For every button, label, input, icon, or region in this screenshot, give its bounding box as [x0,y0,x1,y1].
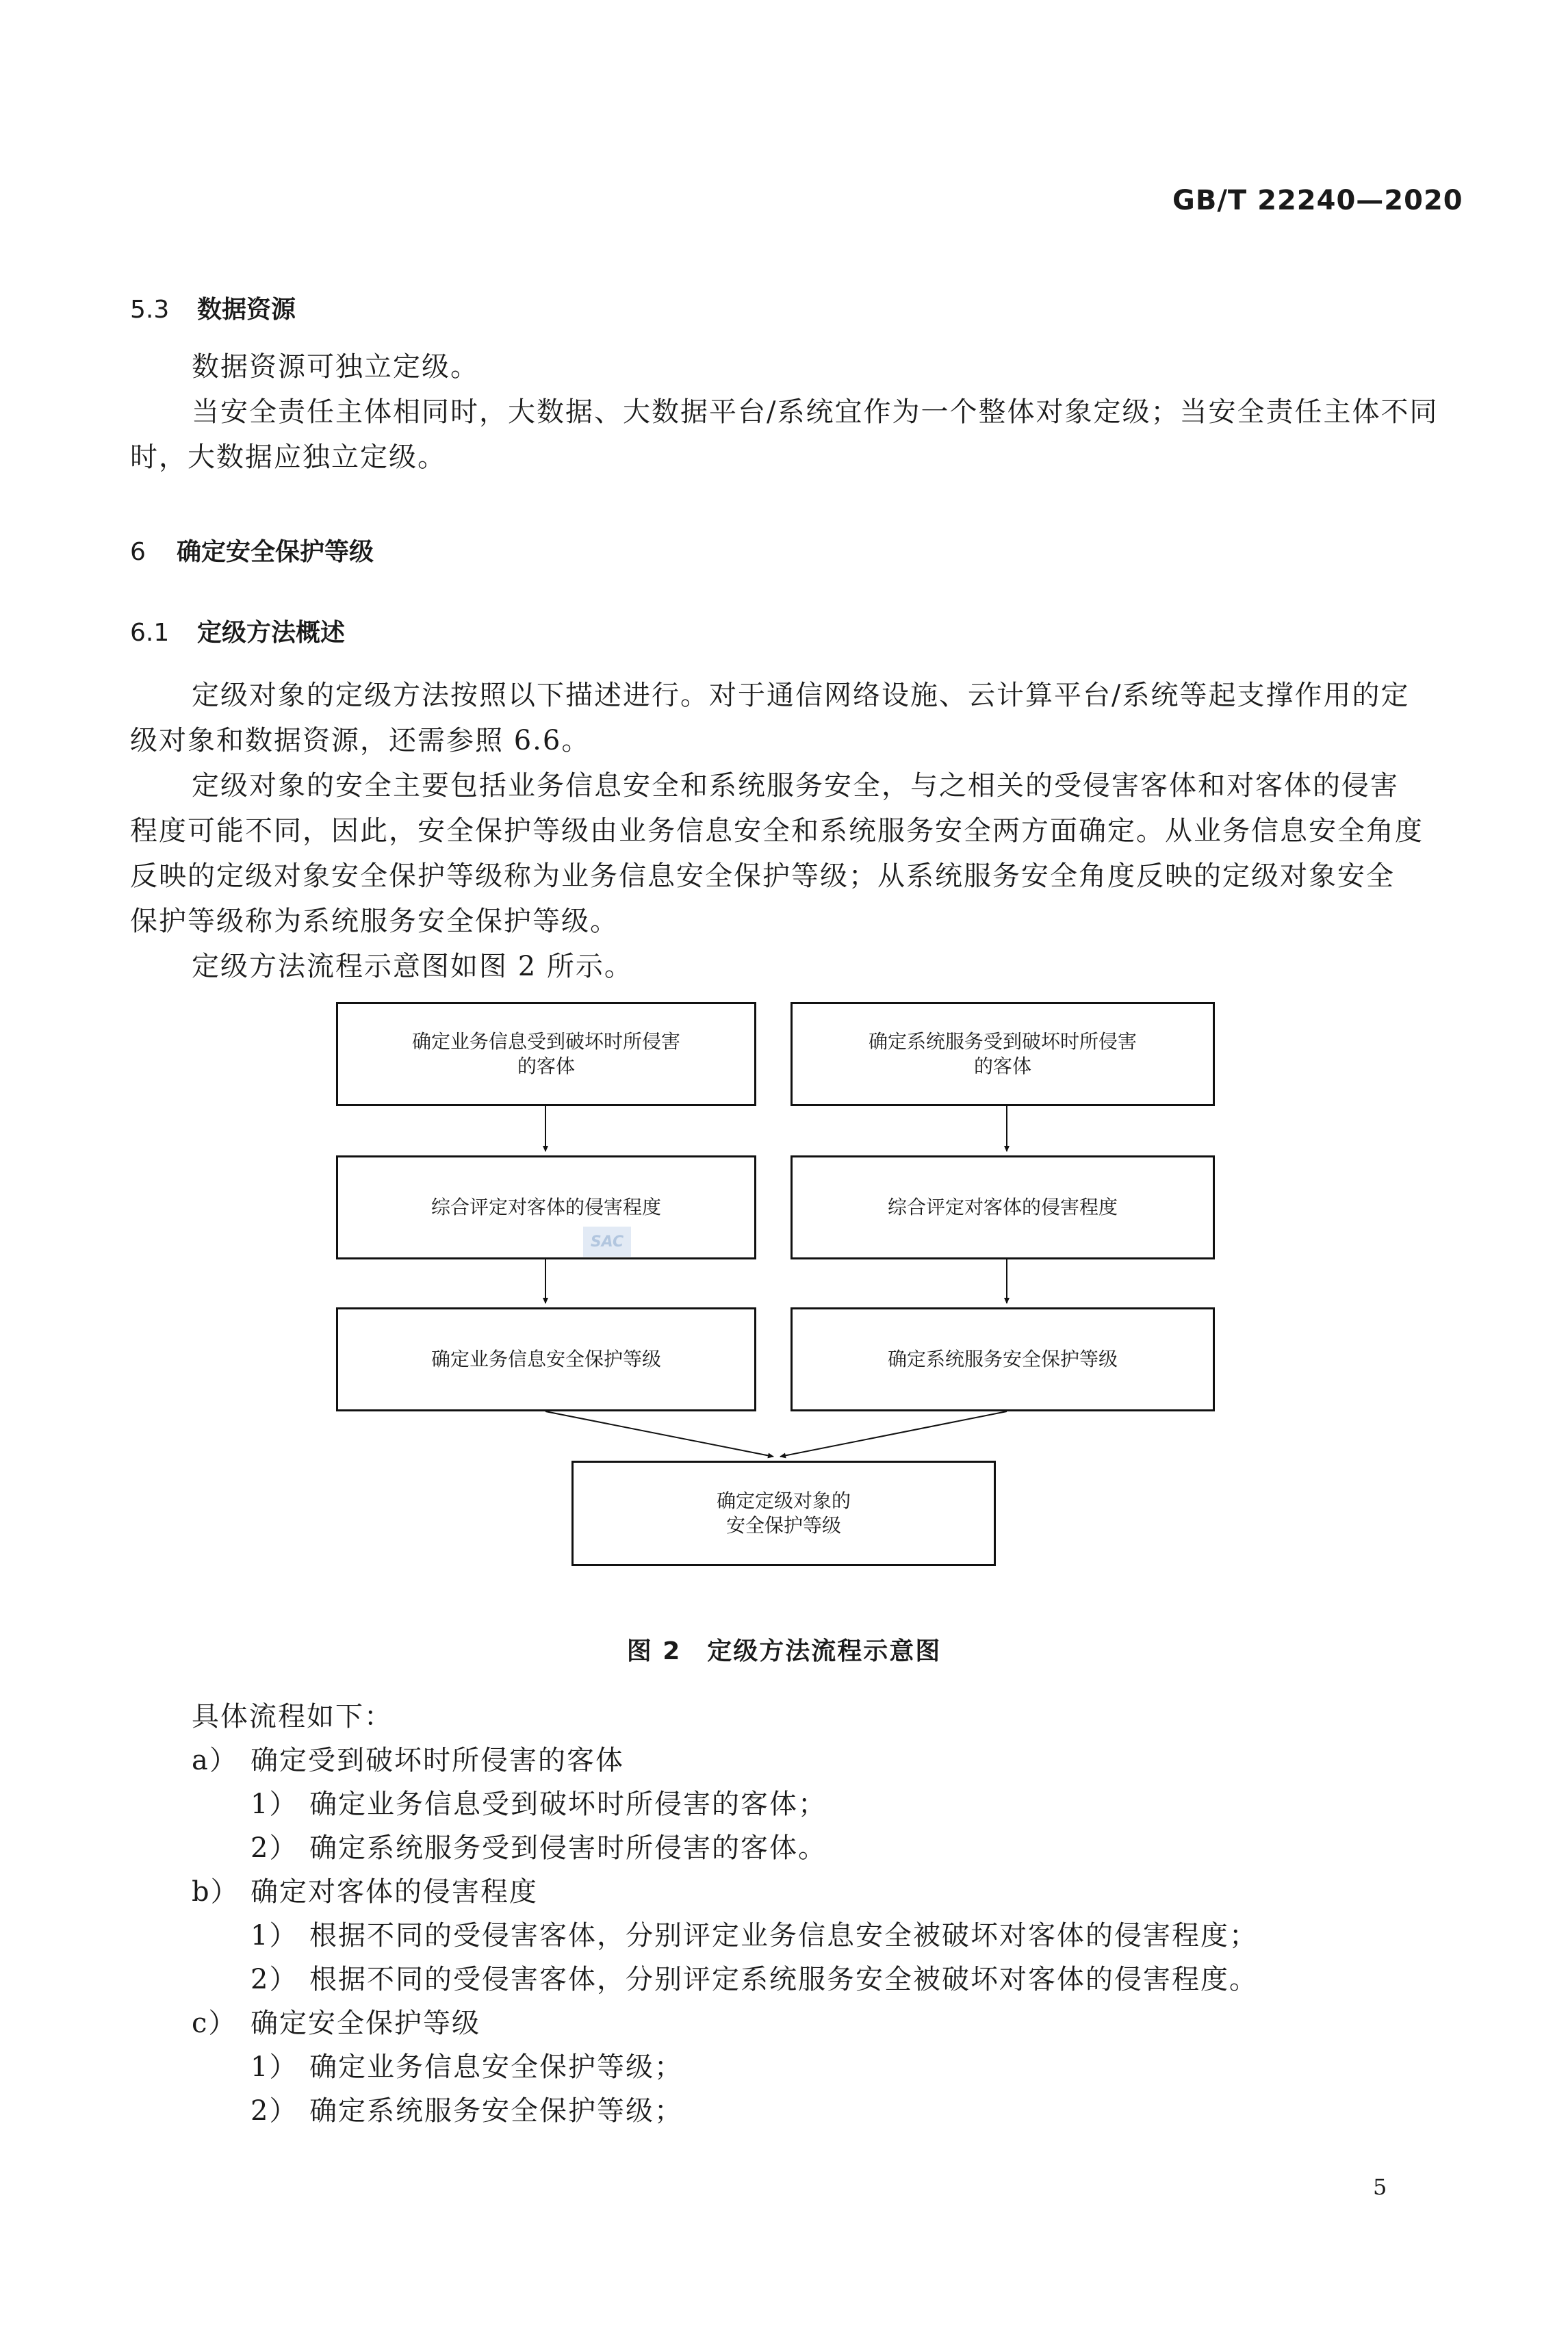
list-item-a2 [250,1834,827,1862]
paragraph-line: 当安全责任主体相同时，大数据、大数据平台/系统宜作为一个整体对象定级；当安全责任主体不同 [192,396,1439,428]
box-text-line: 确定定级对象的 [716,1489,851,1512]
list-text: 确定对客体的侵害程度 [250,1876,538,1908]
list-item-b [192,1878,538,1906]
flowchart-box-right-protection-level [791,1307,1215,1411]
list-text: 确定系统服务受到侵害时所侵害的客体。 [309,1832,827,1864]
list-text: 确定业务信息安全保护等级； [309,2051,683,2083]
list-text: 确定业务信息受到破坏时所侵害的客体； [309,1789,827,1820]
list-label: 2） [250,1964,298,1995]
flowchart-box-left-protection-level [336,1307,756,1411]
list-label: 2） [250,1832,298,1864]
section-number: 5.3 [130,296,170,324]
box-text-line: 确定业务信息受到破坏时所侵害 [411,1030,680,1053]
list-label: c） [192,2008,237,2039]
list-text: 确定安全保护等级 [250,2008,480,2039]
procedure-intro: 具体流程如下： [192,1701,393,1732]
box-text: 综合评定对客体的侵害程度 [887,1196,1118,1218]
paragraph-line: 时，大数据应独立定级。 [130,441,446,473]
box-text-line: 安全保护等级 [725,1514,841,1537]
flowchart-box-final-level [571,1461,996,1566]
flowchart-box-right-assess-harm [791,1155,1215,1259]
paragraph: 数据资源可独立定级。 [192,351,479,383]
sac-watermark: SAC [583,1227,631,1257]
list-label: 1） [250,2051,298,2083]
box-text: 综合评定对客体的侵害程度 [430,1196,661,1218]
box-text-line: 的客体 [973,1055,1031,1077]
paragraph-line: 程度可能不同，因此，安全保护等级由业务信息安全和系统服务安全两方面确定。从业务信息安全角度 [130,815,1424,847]
flowchart-box-left-assess-harm [336,1155,756,1259]
box-text-line: 的客体 [517,1055,575,1077]
paragraph-line: 保护等级称为系统服务安全保护等级。 [130,906,619,937]
arrow-merge-left [545,1411,773,1457]
list-text: 根据不同的受侵害客体，分别评定业务信息安全被破坏对客体的侵害程度； [309,1920,1258,1951]
box-text: 确定系统服务安全保护等级 [887,1348,1118,1370]
standard-number: GB/T 22240—2020 [1172,185,1463,216]
box-text: 确定业务信息安全保护等级 [430,1348,661,1370]
list-item-c2 [250,2097,683,2125]
paragraph-line: 反映的定级对象安全保护等级称为业务信息安全保护等级；从系统服务安全角度反映的定级对象安全 [130,860,1395,892]
list-item-b1 [250,1922,1258,1949]
arrow-merge-right [780,1411,1007,1457]
paragraph-line: 定级方法流程示意图如图 2 所示。 [192,951,633,982]
list-item-c [192,2010,480,2037]
section-title: 数据资源 [197,296,296,324]
section-number: 6.1 [130,619,170,647]
section-title: 定级方法概述 [197,619,346,647]
list-label: 1） [250,1920,298,1951]
list-label: b） [192,1876,240,1908]
flowchart-box-left-determine-object [336,1002,756,1106]
list-item-a1 [250,1791,827,1818]
list-label: 2） [250,2095,298,2127]
list-item-c1 [250,2053,683,2081]
section-number: 6 [130,538,146,566]
list-item-a [192,1747,624,1774]
list-label: 1） [250,1789,298,1820]
list-text: 根据不同的受侵害客体，分别评定系统服务安全被破坏对客体的侵害程度。 [309,1964,1258,1995]
list-text: 确定受到破坏时所侵害的客体 [250,1745,624,1776]
section-title: 确定安全保护等级 [177,538,374,566]
paragraph-line: 定级对象的定级方法按照以下描述进行。对于通信网络设施、云计算平台/系统等起支撑作用的定 [192,680,1410,711]
paragraph-line: 定级对象的安全主要包括业务信息安全和系统服务安全，与之相关的受侵害客体和对客体的侵害 [192,770,1399,802]
figure-caption: 图 2 定级方法流程示意图 [626,1637,942,1665]
list-label: a） [192,1745,238,1776]
page-number: 5 [1373,2174,1387,2200]
list-item-b2 [250,1966,1258,1993]
paragraph-line: 级对象和数据资源，还需参照 6.6。 [130,725,591,756]
flowchart-box-right-determine-object [791,1002,1215,1106]
list-text: 确定系统服务安全保护等级； [309,2095,683,2127]
box-text-line: 确定系统服务受到破坏时所侵害 [868,1030,1137,1053]
